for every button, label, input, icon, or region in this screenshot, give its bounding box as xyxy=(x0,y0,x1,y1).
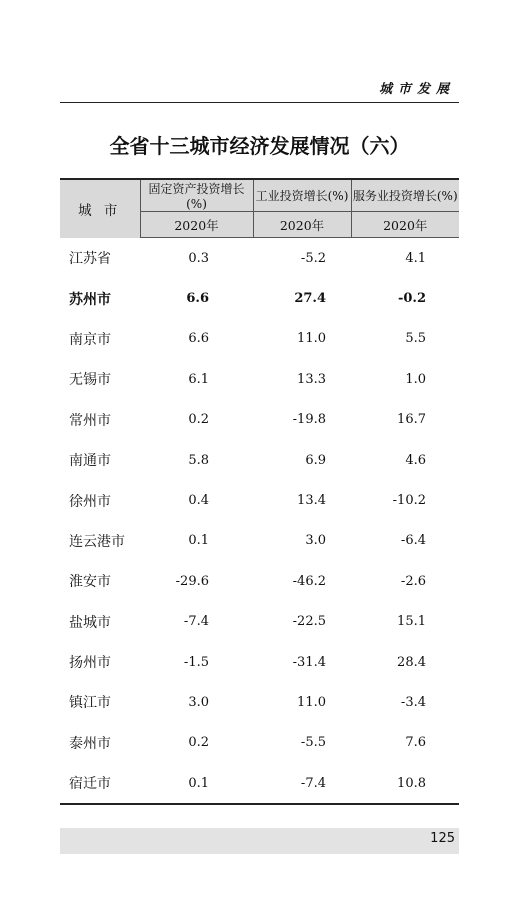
year-label: 2020年 xyxy=(351,212,459,238)
city-name: 江苏省 xyxy=(69,250,111,267)
section-label: 城市发展 xyxy=(378,82,455,97)
fixed-asset-value: 0.2 xyxy=(188,735,209,751)
table-row xyxy=(60,723,459,763)
table-body xyxy=(60,238,459,805)
column-header-fixed-asset: 固定资产投资增长(%) xyxy=(140,179,253,212)
industrial-value: -5.2 xyxy=(300,250,326,266)
industrial-value: 3.0 xyxy=(305,533,326,549)
data-table xyxy=(60,178,459,805)
city-name: 镇江市 xyxy=(69,695,111,712)
service-value: 28.4 xyxy=(397,654,426,670)
industrial-value: -31.4 xyxy=(292,654,326,670)
data-table-container xyxy=(60,178,459,805)
industrial-value: -46.2 xyxy=(292,573,326,589)
column-header-industrial: 工业投资增长(%) xyxy=(253,179,351,212)
city-name: 徐州市 xyxy=(69,493,111,510)
fixed-asset-value: 0.1 xyxy=(188,533,209,549)
city-name: 淮安市 xyxy=(69,574,111,591)
fixed-asset-value: 6.6 xyxy=(186,291,209,307)
table-row xyxy=(60,642,459,682)
table-row xyxy=(60,440,459,480)
fixed-asset-value: 6.1 xyxy=(188,371,209,387)
page-title: 全省十三城市经济发展情况（六） xyxy=(109,134,410,158)
fixed-asset-value: 0.4 xyxy=(188,493,209,509)
service-value: -10.2 xyxy=(392,493,426,509)
column-header-service: 服务业投资增长(%) xyxy=(351,179,459,212)
city-name: 苏州市 xyxy=(69,291,111,308)
service-value: 1.0 xyxy=(405,371,426,387)
table-row xyxy=(60,400,459,440)
industrial-value: -5.5 xyxy=(300,735,326,751)
city-name: 常州市 xyxy=(69,412,111,429)
service-value: -2.6 xyxy=(400,573,426,589)
city-name: 宿迁市 xyxy=(60,763,140,804)
header-bar xyxy=(60,72,459,103)
page-number: 125 xyxy=(430,831,455,846)
service-value: 10.8 xyxy=(351,763,459,804)
fixed-asset-value: 0.2 xyxy=(188,412,209,428)
service-value: 16.7 xyxy=(397,412,426,428)
service-value: 4.6 xyxy=(405,452,426,468)
industrial-value: 11.0 xyxy=(297,331,326,347)
service-value: -0.2 xyxy=(397,291,426,307)
city-name: 盐城市 xyxy=(69,614,111,631)
industrial-value: 13.4 xyxy=(297,493,326,509)
fixed-asset-value: -1.5 xyxy=(183,654,209,670)
industrial-value: -22.5 xyxy=(292,614,326,630)
industrial-value: 27.4 xyxy=(294,291,326,307)
city-name: 扬州市 xyxy=(69,655,111,672)
service-value: 7.6 xyxy=(405,735,426,751)
table-row xyxy=(60,682,459,722)
table-row xyxy=(60,278,459,318)
service-value: 4.1 xyxy=(405,250,426,266)
service-value: 15.1 xyxy=(397,614,426,630)
city-column-header: 城 市 xyxy=(60,179,140,238)
industrial-value: 13.3 xyxy=(297,371,326,387)
table-row xyxy=(60,319,459,359)
service-value: -6.4 xyxy=(400,533,426,549)
fixed-asset-value: 6.6 xyxy=(188,331,209,347)
industrial-value: -19.8 xyxy=(292,412,326,428)
table-row xyxy=(60,359,459,399)
year-label: 2020年 xyxy=(140,212,253,238)
industrial-value: 6.9 xyxy=(305,452,326,468)
table-row xyxy=(60,480,459,520)
city-name: 南京市 xyxy=(69,331,111,348)
city-name: 泰州市 xyxy=(69,735,111,752)
fixed-asset-value: 0.3 xyxy=(188,250,209,266)
fixed-asset-value: 5.8 xyxy=(188,452,209,468)
table-row xyxy=(60,521,459,561)
table-row xyxy=(60,763,459,804)
fixed-asset-value: -7.4 xyxy=(183,614,209,630)
city-name: 南通市 xyxy=(69,453,111,470)
table-row xyxy=(60,561,459,601)
fixed-asset-value: -29.6 xyxy=(175,573,209,589)
industrial-value: 11.0 xyxy=(297,694,326,710)
year-label: 2020年 xyxy=(253,212,351,238)
city-name: 无锡市 xyxy=(69,372,111,389)
footer-bar xyxy=(60,828,459,854)
city-name: 连云港市 xyxy=(69,533,125,550)
fixed-asset-value: 3.0 xyxy=(188,694,209,710)
table-row xyxy=(60,602,459,642)
service-value: -3.4 xyxy=(400,694,426,710)
service-value: 5.5 xyxy=(405,331,426,347)
industrial-value: -7.4 xyxy=(253,763,351,804)
table-row xyxy=(60,238,459,279)
fixed-asset-value: 0.1 xyxy=(140,763,253,804)
